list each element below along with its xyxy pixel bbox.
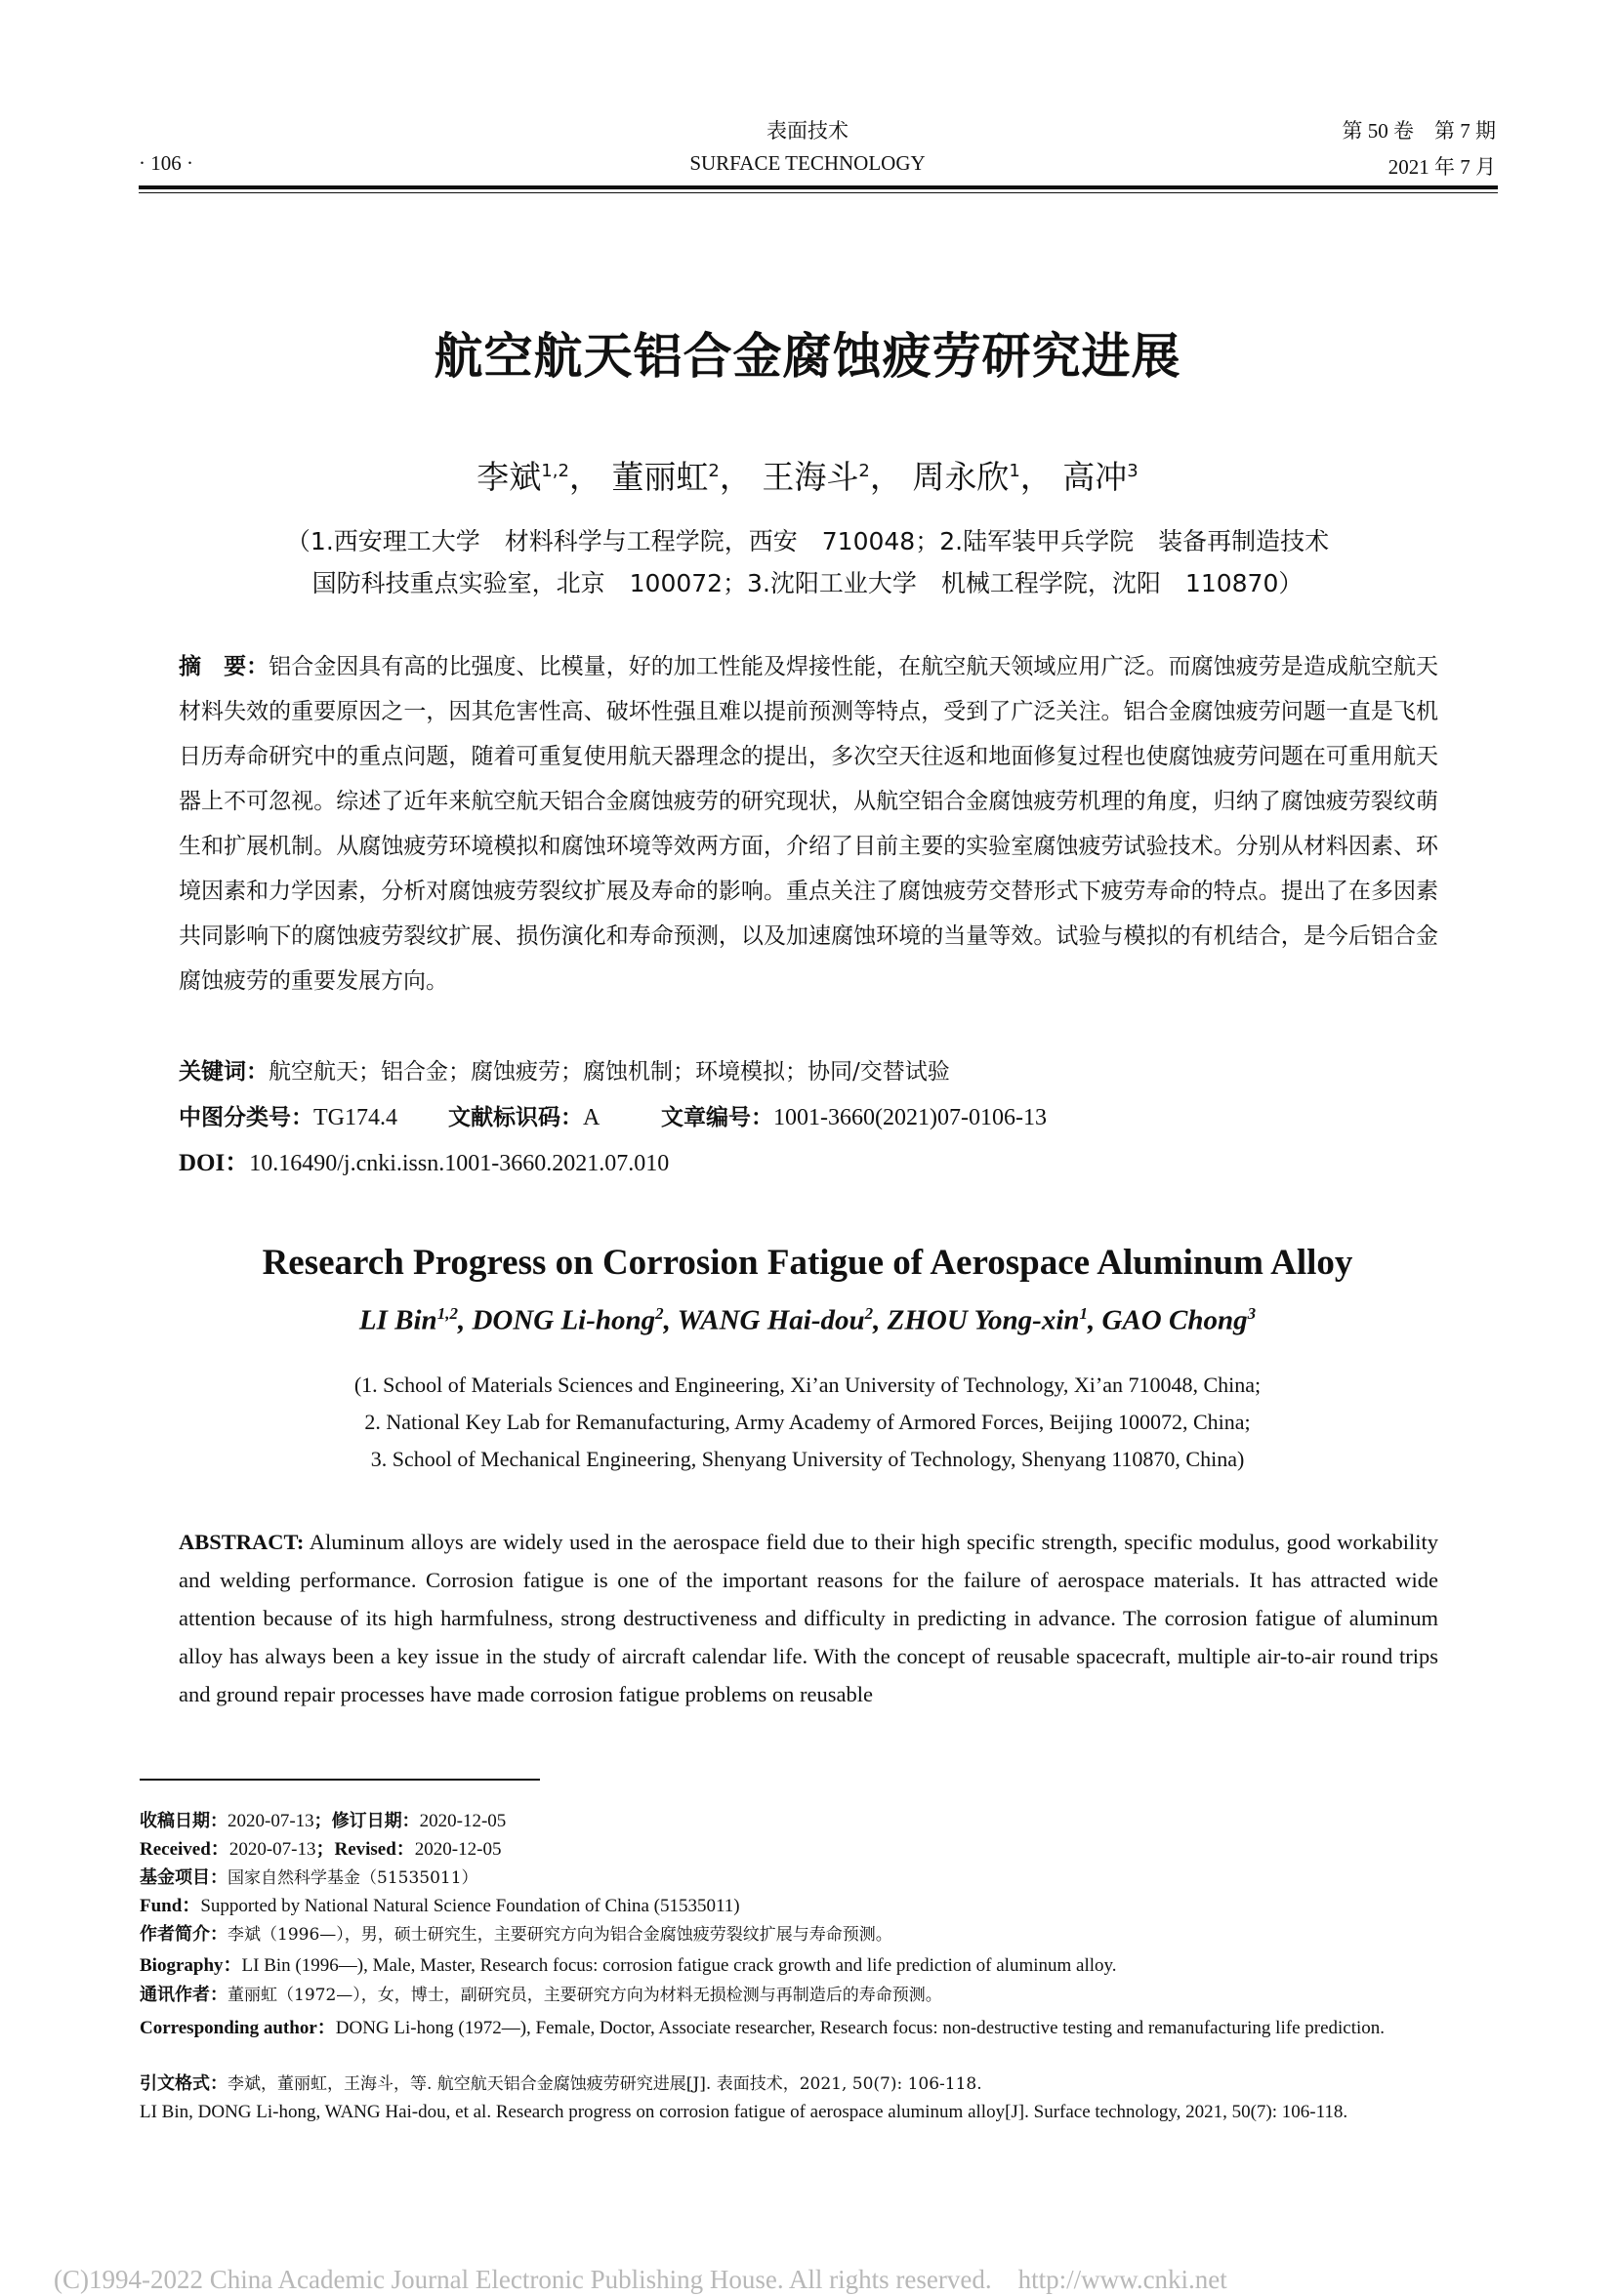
footnote-received-en: Received：2020-07-13；Revised：2020-12-05 <box>140 1839 502 1860</box>
page-number: · 106 · <box>139 151 193 175</box>
author-list-en: LI Bin$^{1,2}$, DONG Li-hong$^2$, WANG Hai-dou$^2$, ZHOU Yong-xin$^1$, GAO Chong$^3$ <box>358 1304 1257 1336</box>
journal-title-cn: 表面技术 <box>766 119 849 143</box>
author-name: 周永欣 <box>912 458 1010 496</box>
footnote-bio-en: Biography：LI Bin (1996—), Male, Master, Research focus: corrosion fatigue crack growth and life prediction of aluminum alloy. <box>140 1955 1117 1976</box>
doi-label: DOI： <box>179 1150 250 1176</box>
author-list-cn: 李斌$^{1,2}$， 董丽虹$^2$， 王海斗$^2$， 周永欣$^1$， 高冲$^3$ <box>476 458 1139 496</box>
abstract-label-en: ABSTRACT: <box>179 1530 305 1554</box>
author-affil-sup: 1,2 <box>541 461 569 481</box>
abstract-text-cn: 铝合金因具有高的比强度、比模量，好的加工性能及焊接性能，在航空航天领域应用广泛。而腐蚀疲劳是造成航空航天材料失效的重要原因之一，因其危害性高、破坏性强且难以提前预测等特点，受到了广泛关注。铝合金腐蚀疲劳问题一直是飞机日历寿命研究中的重点问题，随着可重复使用航天器理念的提出，多次空天往返和地面修复过程也使腐蚀疲劳问题在可重用航天器上不可忽视。综述了近年来航空航天铝合金腐蚀疲劳的研究现状，从航空铝合金腐蚀疲劳机理的角度，归纳了腐蚀疲劳裂纹萌生和扩展机制。从腐蚀疲劳环境模拟和腐蚀环境等效两方面，介绍了目前主要的实验室腐蚀疲劳试验技术。分别从材料因素、环境因素和力学因素，分析对腐蚀疲劳裂纹扩展及寿命的影响。重点关注了腐蚀疲劳交替形式下疲劳寿命的特点。提出了在多因素共同影响下的腐蚀疲劳裂纹扩展、损伤演化和寿命预测，以及加速腐蚀环境的当量等效。试验与模拟的有机结合，是今后铝合金腐蚀疲劳的重要发展方向。 <box>179 654 1439 994</box>
issue-date: 2021 年 7 月 <box>1387 155 1496 179</box>
author-affil-sup: 1,2 <box>436 1304 458 1323</box>
affiliation-line-cn: 国防科技重点实验室，北京 100072；3.沈阳工业大学 机械工程学院，沈阳 110870） <box>311 569 1304 597</box>
author-affil-sup: 2 <box>708 461 720 481</box>
footnote-corr-en: Corresponding author：DONG Li-hong (1972—), Female, Doctor, Associate researcher, Research focus: non-destructive testing and remanufacturing life prediction. <box>140 2018 1386 2038</box>
article-title-cn: 航空航天铝合金腐蚀疲劳研究进展 <box>434 328 1181 385</box>
author-name-en: DONG Li-hong <box>472 1304 656 1336</box>
article-title-en: Research Progress on Corrosion Fatigue of Aerospace Aluminum Alloy <box>262 1243 1353 1283</box>
affiliation-line-en: 3. School of Mechanical Engineering, Shenyang University of Technology, Shenyang 110870, China) <box>370 1447 1245 1471</box>
abstract-text-en: Aluminum alloys are widely used in the aerospace field due to their high specific strength, specific modulus, good workability and welding performance. Corrosion fatigue is one of the important reasons for the failure of aerospace materials. It has attracted wide attention because of its high harmfulness, strong destructiveness and difficulty in predicting in advance. The corrosion fatigue of aluminum alloy has always been a key issue in the study of aircraft calendar life. With the concept of reusable spacecraft, multiple air-to-air round trips and ground repair processes have made corrosion fatigue problems on reusable <box>179 1530 1438 1706</box>
journal-title-en: SURFACE TECHNOLOGY <box>689 151 926 175</box>
clc-value: TG174.4 <box>313 1105 397 1130</box>
header-rule-thin <box>139 192 1498 193</box>
footnote-rule <box>140 1779 540 1781</box>
copyright-notice: (C)1994-2022 China Academic Journal Electronic Publishing House. All rights reserved. http://www.cnki.net <box>54 2265 1227 2294</box>
footnote-fund-en: Fund：Supported by National Natural Science Foundation of China (51535011) <box>140 1896 740 1916</box>
doi-line <box>179 1143 669 1178</box>
author-name: 王海斗 <box>762 458 859 496</box>
clc-label: 中图分类号： <box>179 1105 313 1130</box>
doc-code-value: A <box>583 1105 600 1130</box>
author-affil-sup: 2 <box>864 1304 874 1323</box>
affiliation-line-cn: （1.西安理工大学 材料科学与工程学院，西安 710048；2.陆军装甲兵学院 装备再制造技术 <box>285 527 1330 555</box>
keywords-cn <box>179 1049 1438 1094</box>
author-affil-sup: 2 <box>655 1304 664 1323</box>
affiliation-line-en: (1. School of Materials Sciences and Engineering, Xi’an University of Technology, Xi’an 710048, China; <box>353 1373 1262 1397</box>
abstract-cn <box>179 644 1438 1004</box>
author-affil-sup: 2 <box>858 461 870 481</box>
footnote-cite-cn: 引文格式：李斌，董丽虹，王海斗，等. 航空航天铝合金腐蚀疲劳研究进展[J]. 表面技术，2021, 50(7): 106-118. <box>140 2073 982 2094</box>
volume-issue: 第 50 卷 第 7 期 <box>1342 119 1496 143</box>
doc-code-label: 文献标识码： <box>448 1105 583 1130</box>
author-affil-sup: 1 <box>1009 461 1020 481</box>
classification-line <box>179 1099 1047 1131</box>
author-name-en: ZHOU Yong-xin <box>887 1304 1080 1336</box>
author-affil-sup: 3 <box>1247 1304 1257 1323</box>
abstract-label-cn: 摘 要： <box>179 654 269 679</box>
author-name-en: WANG Hai-dou <box>677 1304 865 1336</box>
footnote-fund-cn: 基金项目：国家自然科学基金（51535011） <box>140 1867 478 1888</box>
article-number-label: 文章编号： <box>661 1105 774 1130</box>
author-affil-sup: 3 <box>1127 461 1139 481</box>
footnote-received-cn: 收稿日期：2020-07-13；修订日期：2020-12-05 <box>140 1811 507 1831</box>
footnote-bio-cn: 作者简介：李斌（1996—），男，硕士研究生，主要研究方向为铝合金腐蚀疲劳裂纹扩展与寿命预测。 <box>140 1924 892 1945</box>
doi-value: 10.16490/j.cnki.issn.1001-3660.2021.07.010 <box>249 1151 670 1176</box>
author-affil-sup: 1 <box>1079 1304 1089 1323</box>
affiliation-line-en: 2. National Key Lab for Remanufacturing, Army Academy of Armored Forces, Beijing 100072, China; <box>364 1410 1251 1434</box>
article-number-value: 1001-3660(2021)07-0106-13 <box>773 1105 1047 1130</box>
author-name: 董丽虹 <box>611 458 709 496</box>
author-name: 高冲 <box>1062 458 1128 496</box>
footnote-corr-cn: 通讯作者：董丽虹（1972—），女，博士，副研究员，主要研究方向为材料无损检测与再制造后的寿命预测。 <box>140 1985 942 2005</box>
author-name: 李斌 <box>476 458 542 496</box>
author-name-en: LI Bin <box>358 1304 437 1336</box>
keywords-label: 关键词： <box>179 1059 269 1085</box>
footnote-cite-en: LI Bin, DONG Li-hong, WANG Hai-dou, et al. Research progress on corrosion fatigue of aerospace aluminum alloy[J]. Surface technology, 2021, 50(7): 106-118. <box>140 2102 1348 2122</box>
header-rule-thick <box>139 185 1498 189</box>
author-name-en: GAO Chong <box>1101 1304 1248 1336</box>
keywords-text: 航空航天；铝合金；腐蚀疲劳；腐蚀机制；环境模拟；协同/交替试验 <box>269 1059 950 1085</box>
abstract-en <box>179 1523 1438 1713</box>
